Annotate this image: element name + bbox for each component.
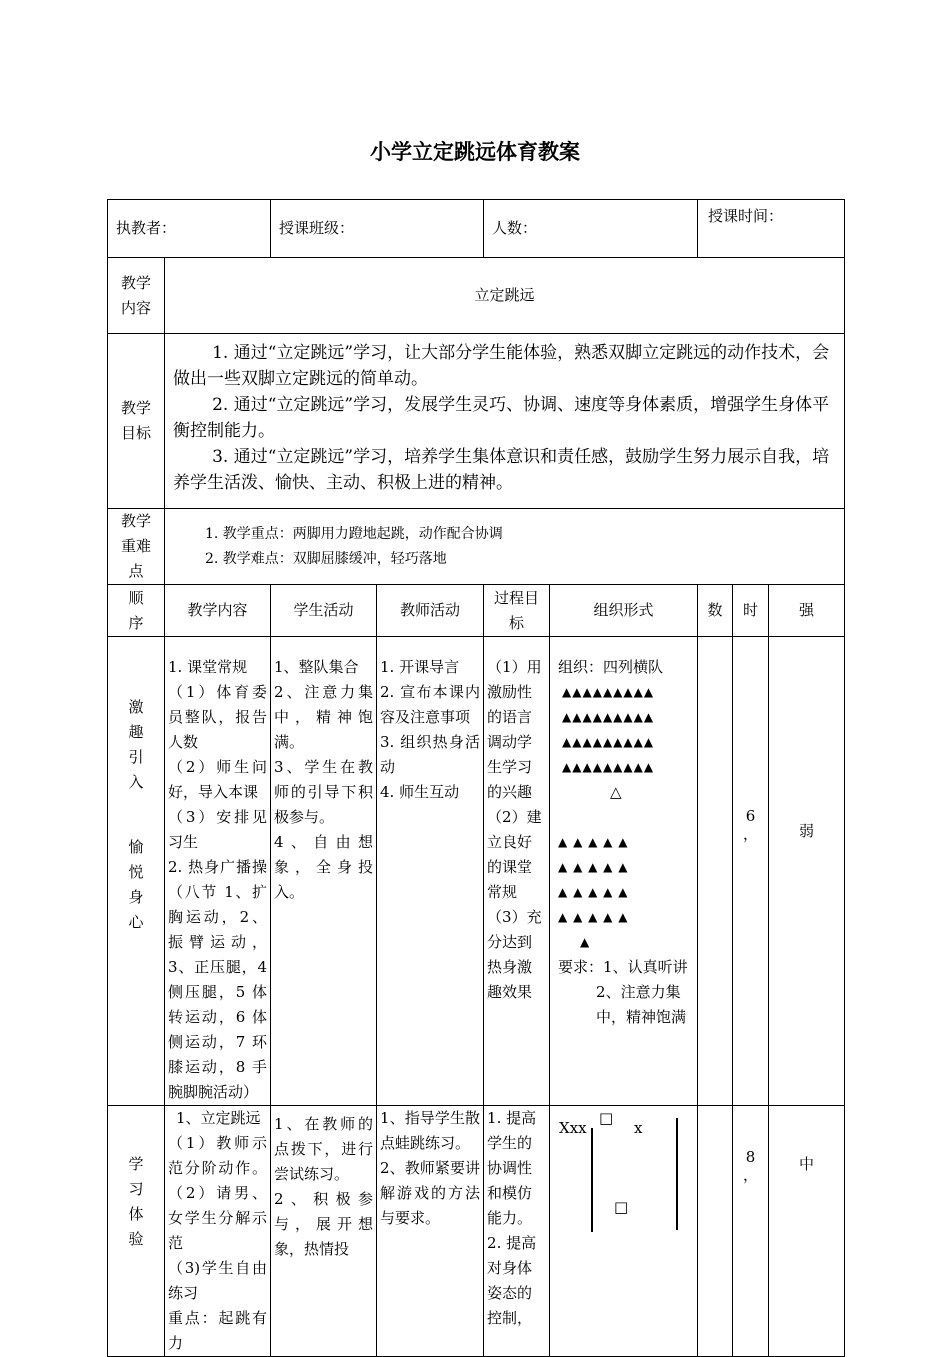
col-org: 组织形式 bbox=[550, 585, 698, 637]
teacher-mark: △ bbox=[610, 783, 622, 801]
formation-row: ▲▲▲▲▲▲▲▲▲ bbox=[562, 710, 655, 724]
learning-count bbox=[698, 1106, 733, 1357]
learning-content: 1、立定跳远 （1）教师示范分阶动作。（2）请男、女学生分解示范 （3)学生自由练习 重点：起跳有力 bbox=[165, 1106, 271, 1357]
warmup-goal: （1）用激励性的语言调动学生学习的兴趣 （2）建立良好的课堂常规 （3）充分达到热身激趣效果 bbox=[484, 637, 550, 1106]
learning-student: 1、在教师的点拨下，进行尝试练习。 2、积极参与，展开想象，热情投 bbox=[271, 1106, 377, 1357]
warmup-count bbox=[698, 637, 733, 1106]
col-goal: 过程目标 bbox=[484, 585, 550, 637]
formation-row: ▲▲▲▲▲▲▲▲▲ bbox=[562, 735, 655, 749]
col-order: 顺 序 bbox=[108, 585, 165, 637]
col-content: 教学内容 bbox=[165, 585, 271, 637]
formation-row: ▲▲▲▲▲▲▲▲▲ bbox=[562, 685, 655, 699]
col-time: 时 bbox=[733, 585, 769, 637]
formation-row: ▲▲▲▲▲▲▲▲▲ bbox=[562, 760, 655, 774]
warmup-intensity: 弱 bbox=[769, 637, 845, 1106]
square-icon: □ bbox=[599, 1109, 614, 1127]
class-field[interactable]: 授课班级： bbox=[271, 200, 484, 258]
teacher-field[interactable]: 执教者： bbox=[108, 200, 271, 258]
stage-warmup: 激 趣 引 入 愉 悦 身 心 bbox=[108, 637, 165, 1106]
warmup-teacher: 1. 开课导言 2. 宣布本课内容及注意事项 3. 组织热身活动 4. 师生互动 bbox=[377, 637, 484, 1106]
warmup-content: 1. 课堂常规 （1）体育委员整队，报告人数 （2）师生问好，导入本课 （3）安排见习生 2. 热身广播操（八节 1、扩胸运动，2、振臂运动，3、正压腿，4 侧压腿，5 体转运动，6 体侧运动，7 环膝运动，8 手腕脚腕活动） bbox=[165, 637, 271, 1106]
formation-row: ▲ ▲ ▲ ▲ ▲ bbox=[558, 860, 629, 874]
col-teacher: 教师活动 bbox=[377, 585, 484, 637]
keypoints-label: 教学 重难 点 bbox=[108, 509, 165, 585]
formation-single: ▲ bbox=[580, 935, 591, 949]
goals-text bbox=[165, 334, 845, 509]
square-icon: □ bbox=[614, 1198, 629, 1216]
lane-line-left bbox=[591, 1128, 593, 1232]
stage-learning: 学 习 体 验 bbox=[108, 1106, 165, 1357]
page-title: 小学立定跳远体育教案 bbox=[370, 140, 580, 164]
goal-item: 2. 通过“立定跳远”学习，发展学生灵巧、协调、速度等身体素质，增强学生身体平衡控制能力。 bbox=[173, 395, 830, 441]
time-field[interactable]: 授课时间： bbox=[698, 200, 845, 258]
learning-org bbox=[550, 1106, 698, 1357]
learning-teacher: 1、指导学生散点蛙跳练习。 2、教师紧要讲解游戏的方法与要求。 bbox=[377, 1106, 484, 1357]
formation-row: ▲ ▲ ▲ ▲ ▲ bbox=[558, 885, 629, 899]
content-value: 立定跳远 bbox=[165, 258, 845, 334]
count-field[interactable]: 人数： bbox=[484, 200, 698, 258]
learning-goal: 1. 提高学生的协调性和模仿能力。 2. 提高对身体姿态的控制， bbox=[484, 1106, 550, 1357]
keypoints-text: 1. 教学重点：两脚用力蹬地起跳，动作配合协调 2. 教学难点：双脚屈膝缓冲，轻巧落地 bbox=[165, 509, 845, 585]
warmup-time: 6 ， bbox=[733, 637, 769, 1106]
goal-item: 3. 通过“立定跳远”学习，培养学生集体意识和责任感，鼓励学生努力展示自我，培养学生活泼、愉快、主动、积极上进的精神。 bbox=[173, 447, 830, 493]
warmup-org: 组织：四列横队 ▲▲▲▲▲▲▲▲▲ ▲▲▲▲▲▲▲▲▲ ▲▲▲▲▲▲▲▲▲ ▲▲▲▲▲▲▲▲▲ △ ▲ ▲ ▲ ▲ ▲ ▲ ▲ ▲ ▲ ▲ ▲ ▲ ▲ ▲ ▲ ▲ ▲ ▲ ▲ ▲ ▲ 要求：1、认真听讲 2、注意力集中，精神饱满 bbox=[550, 637, 698, 1106]
col-count: 数 bbox=[698, 585, 733, 637]
learning-time: 8 ， bbox=[733, 1106, 769, 1357]
lesson-plan-table bbox=[107, 199, 845, 1357]
goals-label: 教学 目标 bbox=[108, 334, 165, 509]
col-student: 学生活动 bbox=[271, 585, 377, 637]
formation-row: ▲ ▲ ▲ ▲ ▲ bbox=[558, 910, 629, 924]
goal-item: 1. 通过“立定跳远”学习，让大部分学生能体验，熟悉双脚立定跳远的动作技术，会做出一些双脚立定跳远的简单动。 bbox=[173, 343, 830, 389]
formation-row: ▲ ▲ ▲ ▲ ▲ bbox=[558, 835, 629, 849]
content-label: 教学 内容 bbox=[108, 258, 165, 334]
col-intensity: 强 bbox=[769, 585, 845, 637]
x-mark: x bbox=[634, 1119, 643, 1137]
warmup-student: 1、整队集合 2、注意力集中，精神饱满。 3、学生在教师的引导下积极参与。 4、自由想象，全身投入。 bbox=[271, 637, 377, 1106]
learning-intensity: 中 bbox=[769, 1106, 845, 1357]
lane-line-right bbox=[676, 1118, 678, 1230]
xxx-mark: Xxx bbox=[559, 1119, 587, 1137]
